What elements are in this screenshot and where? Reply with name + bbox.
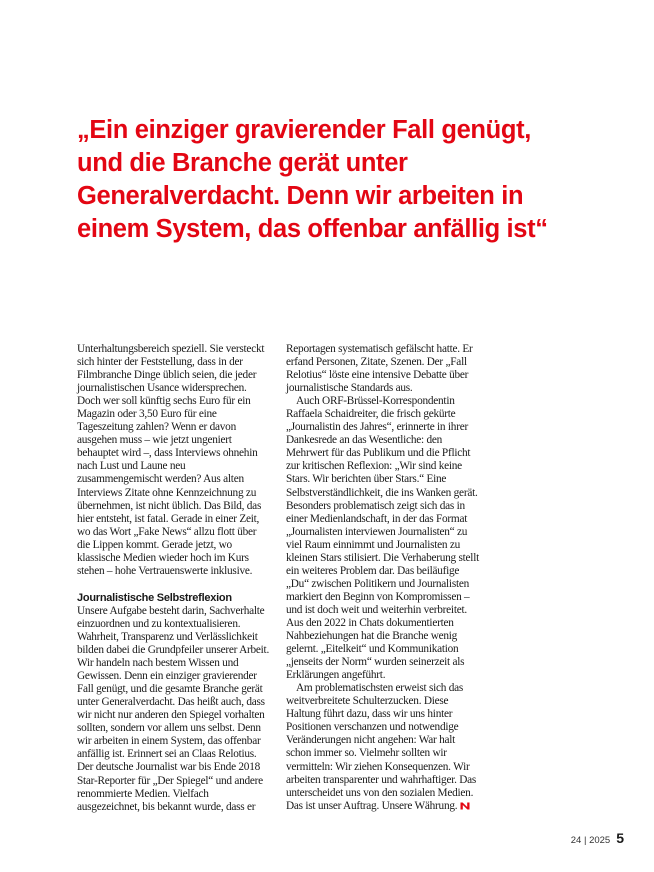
pull-quote: [77, 114, 617, 246]
page-footer: [571, 830, 624, 846]
body-paragraph: Unsere Aufgabe besteht darin, Sachverhalte einzuordnen und zu kontextualisieren. Wahrheit, Transparenz und Verlässlichkeit bilden dabei die Grundpfeiler unserer Arbeit. Wir handeln nach bestem Wissen und Gewissen. Denn ein einziger gravierender Fall genügt, und die gesamte Branche gerät unter Generalverdacht. Das heißt auch, dass wir nicht nur anderen den Spiegel vorhalten sollten, sondern vor allem uns selbst. Denn wir arbeiten in einem System, das offenbar anfällig ist. Erinnert sei an Claas Relotius. Der deutsche Journalist war bis Ende 2018 Star-Reporter für „Der Spiegel“ und andere renommierte Medien. Vielfach ausgezeichnet, bis bekannt wurde, dass er: [77, 604, 270, 813]
page-number: 5: [616, 830, 624, 846]
issue-number: 24 | 2025: [570, 835, 611, 846]
body-paragraph: Unterhaltungsbereich speziell. Sie versteckt sich hinter der Feststellung, dass in der Filmbranche Dinge üblich seien, die jeder journalistischen Usance widersprechen. Doch wer soll künftig sechs Euro für ein Magazin oder 3,50 Euro für eine Tageszeitung zahlen? Wenn er davon ausgehen muss – wie jetzt ungeniert behauptet wird –, dass Interviews ohnehin nach Lust und Laune neu zusammengemischt werden? Aus alten Interviews Zitate ohne Kennzeichnung zu übernehmen, ist nicht üblich. Das Bild, das hier entsteht, ist fatal. Gerade in einer Zeit, wo das Wort „Fake News“ allzu flott über die Lippen kommt. Gerade jetzt, wo klassische Medien wieder hoch im Kurs stehen – hohe Vertrauenswerte inklusive.: [77, 343, 265, 577]
pull-quote-line: einem System, das offenbar anfällig ist“: [77, 215, 548, 243]
article-column-right: [286, 343, 480, 813]
pull-quote-line: und die Branche gerät unter: [77, 149, 408, 177]
body-paragraph: Auch ORF-Brüssel-Korrespondentin Raffaela Schaidreiter, die frisch gekürte „Journalistin des Jahres“, erinnerte in ihrer Dankesrede an das Wesentliche: den Mehrwert für das Publikum und die Pflicht zur kritischen Reflexion: „Wir sind keine Stars. Wir berichten über Stars.“ Eine Selbstverständlichkeit, die ins Wanken gerät. Besonders problematisch zeigt sich das in einer Medienlandschaft, in der das Format „Journalisten interviewen Journalisten“ zu viel Raum einnimmt und Journalisten zu kleinen Stars stilisiert. Die Verhaberung stellt ein weiteres Problem dar. Das beiläufige „Du“ zwischen Politikern und Journalisten markiert den Beginn von Kompromissen – und ist doch weit und weiterhin verbreitet. Aus den 2022 in Chats dokumentierten Nahbeziehungen hat die Branche wenig gelernt. „Eitelkeit“ und Kommunikation „jenseits der Norm“ wurden seinerzeit als Erklärungen angeführt.: [286, 395, 479, 682]
publication-logo-icon: [460, 802, 470, 810]
body-paragraph: Reportagen systematisch gefälscht hatte. Er erfand Personen, Zitate, Szenen. Der „Fall Relotius“ löste eine intensive Debatte über journalistische Standards aus.: [286, 343, 473, 395]
subheading: Journalistische Selbstreflexion: [77, 591, 232, 604]
pull-quote-line: Generalverdacht. Denn wir arbeiten in: [77, 182, 524, 210]
article-column-left: [77, 343, 271, 814]
body-paragraph-final: [286, 682, 480, 812]
pull-quote-line: „Ein einziger gravierender Fall genügt,: [77, 116, 531, 144]
body-paragraph-text: Am problematischsten erweist sich das weitverbreitete Schulterzucken. Diese Haltung führt dazu, dass wir uns hinter Positionen verschanzen und notwendige Veränderungen nicht angehen: War halt schon immer so. Vielmehr sollten wir vermitteln: Wir ziehen Konsequenzen. Wir arbeiten transparenter und wahrhaftiger. Das unterscheidet uns von den sozialen Medien. Das ist unser Auftrag. Unsere Währung.: [286, 682, 477, 812]
